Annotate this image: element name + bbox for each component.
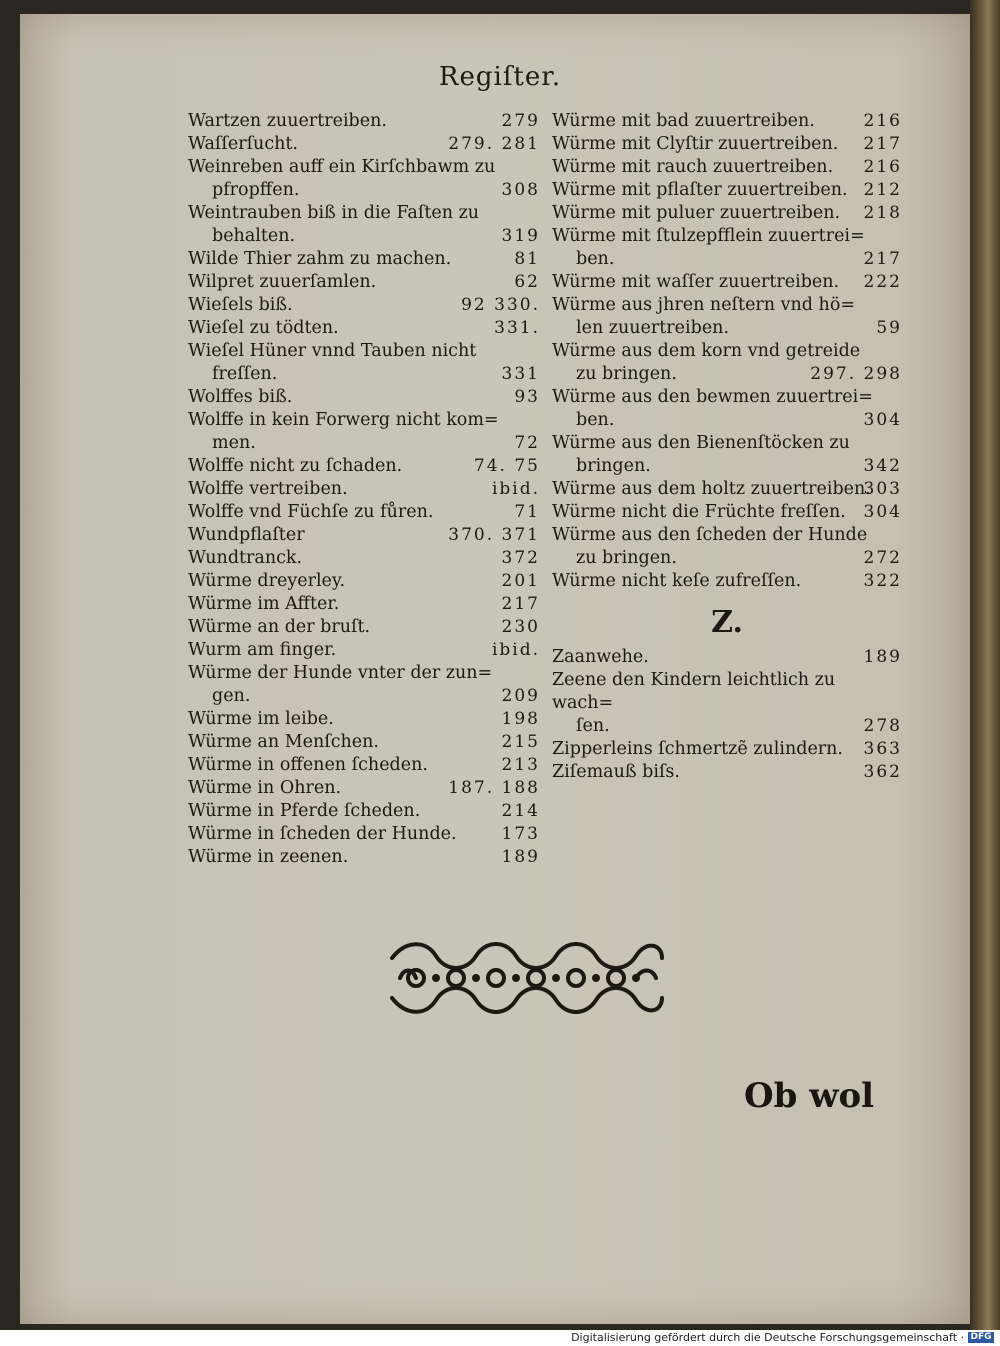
index-entry — [188, 800, 540, 823]
entry-continuation: behalten. — [212, 226, 296, 246]
entry-heading: Wundtranck. — [188, 548, 303, 568]
entry-heading: Würme mit puluer zuuertreiben. — [552, 203, 841, 223]
entry-text — [552, 202, 902, 225]
entry-heading: Zeene den Kindern leichtlich zu wach= — [552, 670, 836, 713]
entry-page-number: 331 — [501, 364, 540, 384]
index-entry — [552, 271, 902, 294]
entry-page-number: 72 — [514, 433, 540, 453]
index-entry — [552, 386, 902, 432]
index-entry — [188, 846, 540, 869]
entry-page-number: 71 — [514, 502, 540, 522]
entry-continuation: ben. — [576, 410, 615, 430]
index-entry — [552, 478, 902, 501]
entry-text — [188, 156, 540, 202]
w-entries-continued — [552, 110, 902, 593]
z-entries — [552, 646, 902, 784]
entry-text — [188, 386, 540, 409]
entry-text — [188, 570, 540, 593]
entry-continuation: ben. — [576, 249, 615, 269]
entry-heading: Würme der Hunde vnter der zun= — [188, 663, 493, 683]
index-entry — [552, 524, 902, 570]
entry-heading: Wolffe in kein Forwerg nicht kom= — [188, 410, 499, 430]
section-letter-z: Z. — [711, 605, 743, 640]
catchword: Ob wol — [744, 1076, 875, 1116]
index-entry — [188, 570, 540, 593]
entry-text — [552, 761, 902, 784]
entry-continuation: len zuuertreiben. — [576, 318, 730, 338]
index-entry — [188, 616, 540, 639]
entry-text — [188, 340, 540, 386]
entry-page-number: 230 — [501, 617, 540, 637]
entry-text — [188, 547, 540, 570]
index-entry — [188, 156, 540, 202]
entry-page-number: 62 — [514, 272, 540, 292]
entry-text — [188, 202, 540, 248]
entry-text — [188, 248, 540, 271]
entry-heading: Würme mit rauch zuuertreiben. — [552, 157, 834, 177]
entry-page-number: ibid. — [491, 479, 540, 499]
index-entry — [188, 662, 540, 708]
index-entry — [552, 294, 902, 340]
entry-heading: Würme aus jhren neſtern vnd hö= — [552, 295, 856, 315]
index-entry — [188, 202, 540, 248]
entry-text — [552, 156, 902, 179]
entry-text — [552, 478, 902, 501]
running-title: Regiſter. — [438, 62, 562, 92]
index-entry — [188, 501, 540, 524]
entry-text — [552, 294, 902, 340]
entry-text — [188, 639, 540, 662]
entry-page-number: 187. 188 — [448, 778, 540, 798]
entry-page-number: 297. 298 — [810, 364, 902, 384]
entry-continuation: gen. — [212, 686, 251, 706]
entry-page-number: 173 — [501, 824, 540, 844]
entry-continuation: zu bringen. — [576, 364, 677, 384]
entry-page-number: 372 — [501, 548, 540, 568]
entry-heading: Würme an Menſchen. — [188, 732, 379, 752]
entry-heading: Wieſel zu tödten. — [188, 318, 339, 338]
entry-text — [552, 669, 902, 738]
entry-text — [188, 478, 540, 501]
entry-continuation: men. — [212, 433, 256, 453]
entry-heading: Wartzen zuuertreiben. — [188, 111, 387, 131]
entry-text — [188, 662, 540, 708]
entry-text — [552, 110, 902, 133]
index-entry — [188, 340, 540, 386]
index-entry — [188, 386, 540, 409]
entry-heading: Wolffe nicht zu ſchaden. — [188, 456, 403, 476]
entry-heading: Zaanwehe. — [552, 647, 649, 667]
entry-text — [552, 179, 902, 202]
entry-heading: Würme an der bruſt. — [188, 617, 371, 637]
entry-page-number: 279. 281 — [448, 134, 540, 154]
dfg-logo: DFG — [968, 1332, 994, 1343]
entry-heading: Wolffe vnd Füchſe zu fůren. — [188, 502, 434, 522]
entry-page-number: 331. — [494, 318, 540, 338]
entry-text — [552, 738, 902, 761]
index-entry — [188, 639, 540, 662]
entry-heading: Würme aus den Bienenſtöcken zu — [552, 433, 850, 453]
index-entry — [188, 294, 540, 317]
entry-heading: Zipperleins ſchmertzẽ zulindern. — [552, 739, 843, 759]
entry-page-number: 308 — [501, 180, 540, 200]
entry-page-number: 278 — [863, 716, 902, 736]
entry-page-number: 201 — [501, 571, 540, 591]
entry-continuation: zu bringen. — [576, 548, 677, 568]
index-entry — [552, 738, 902, 761]
entry-text — [188, 110, 540, 133]
entry-text — [188, 616, 540, 639]
entry-heading: Würme in offenen ſcheden. — [188, 755, 428, 775]
entry-page-number: 304 — [863, 410, 902, 430]
index-entry — [188, 455, 540, 478]
index-column-left — [188, 110, 540, 869]
entry-heading: Würme nicht keſe zufreſſen. — [552, 571, 802, 591]
entry-heading: Wundpflaſter — [188, 525, 305, 545]
entry-text — [188, 846, 540, 869]
entry-page-number: 216 — [863, 111, 902, 131]
entry-heading: Würme nicht die Früchte freſſen. — [552, 502, 846, 522]
entry-continuation: freſſen. — [212, 364, 278, 384]
entry-heading: Würme mit waſſer zuuertreiben. — [552, 272, 840, 292]
index-entry — [552, 156, 902, 179]
index-entry — [552, 761, 902, 784]
index-entry — [552, 202, 902, 225]
entry-text — [188, 823, 540, 846]
entry-page-number: 218 — [863, 203, 902, 223]
index-entry — [188, 708, 540, 731]
book-edge — [970, 0, 1000, 1330]
entry-text — [552, 225, 902, 271]
entry-heading: Würme in zeenen. — [188, 847, 349, 867]
footer-bar — [0, 1330, 1000, 1346]
entry-heading: Wieſels biß. — [188, 295, 293, 315]
entry-heading: Würme dreyerley. — [188, 571, 346, 591]
index-entry — [552, 669, 902, 738]
entry-text — [188, 708, 540, 731]
entry-heading: Würme aus den ſcheden der Hunde — [552, 525, 868, 545]
decorative-ornament — [386, 938, 668, 1020]
index-entry — [552, 179, 902, 202]
index-entry — [552, 225, 902, 271]
index-entry — [188, 409, 540, 455]
entry-page-number: 304 — [863, 502, 902, 522]
entry-page-number: ibid. — [491, 640, 540, 660]
index-entry — [188, 777, 540, 800]
index-entry — [188, 110, 540, 133]
entry-heading: Wieſel Hüner vnnd Tauben nicht — [188, 341, 477, 361]
entry-page-number: 216 — [863, 157, 902, 177]
entry-heading: Würme im Affter. — [188, 594, 340, 614]
entry-text — [188, 800, 540, 823]
entry-page-number: 59 — [876, 318, 902, 338]
entry-text — [188, 501, 540, 524]
entry-page-number: 215 — [501, 732, 540, 752]
index-entry — [188, 248, 540, 271]
index-entry — [188, 754, 540, 777]
entry-heading: Würme mit ſtulzepfflein zuuertrei= — [552, 226, 865, 246]
entry-page-number: 217 — [501, 594, 540, 614]
index-entry — [552, 340, 902, 386]
entry-heading: Würme aus dem korn vnd getreide — [552, 341, 861, 361]
entry-text — [552, 646, 902, 669]
entry-page-number: 214 — [501, 801, 540, 821]
entry-text — [552, 133, 902, 156]
entry-heading: Weinreben auff ein Kirſchbawm zu — [188, 157, 496, 177]
entry-heading: Ziſemauß biſs. — [552, 762, 680, 782]
entry-heading: Wurm am finger. — [188, 640, 337, 660]
entry-text — [188, 731, 540, 754]
index-entry — [552, 501, 902, 524]
entry-page-number: 279 — [501, 111, 540, 131]
entry-text — [552, 501, 902, 524]
entry-heading: Würme mit Clyſtir zuuertreiben. — [552, 134, 839, 154]
entry-page-number: 74. 75 — [473, 456, 540, 476]
entry-page-number: 93 — [514, 387, 540, 407]
entry-text — [552, 386, 902, 432]
entry-page-number: 92 330. — [461, 295, 540, 315]
entry-text — [188, 271, 540, 294]
entry-text — [188, 593, 540, 616]
entry-heading: Weintrauben biß in die Faſten zu — [188, 203, 480, 223]
index-entry — [188, 547, 540, 570]
entry-page-number: 272 — [863, 548, 902, 568]
entry-text — [552, 271, 902, 294]
index-entry — [188, 133, 540, 156]
index-entry — [552, 133, 902, 156]
entry-page-number: 217 — [863, 249, 902, 269]
entry-page-number: 322 — [863, 571, 902, 591]
entry-page-number: 198 — [501, 709, 540, 729]
entry-page-number: 303 — [863, 479, 902, 499]
index-entry — [188, 317, 540, 340]
index-entry — [188, 823, 540, 846]
entry-page-number: 217 — [863, 134, 902, 154]
entry-heading: Waſſerſucht. — [188, 134, 298, 154]
entry-heading: Würme aus den bewmen zuuertrei= — [552, 387, 873, 407]
index-column-right — [552, 110, 902, 784]
entry-text — [552, 570, 902, 593]
index-entry — [552, 646, 902, 669]
index-entry — [188, 478, 540, 501]
entry-heading: Würme im leibe. — [188, 709, 334, 729]
entry-page-number: 212 — [863, 180, 902, 200]
entry-page-number: 363 — [863, 739, 902, 759]
entry-heading: Würme aus dem holtz zuuertreiben. — [552, 479, 871, 499]
entry-page-number: 222 — [863, 272, 902, 292]
entry-page-number: 319 — [501, 226, 540, 246]
entry-heading: Würme mit bad zuuertreiben. — [552, 111, 815, 131]
entry-heading: Würme in ſcheden der Hunde. — [188, 824, 457, 844]
entry-text — [188, 754, 540, 777]
index-entry — [552, 570, 902, 593]
entry-text — [188, 409, 540, 455]
entry-heading: Wolffes biß. — [188, 387, 293, 407]
entry-heading: Würme in Ohren. — [188, 778, 342, 798]
footer-credit: Digitalisierung gefördert durch die Deutsche Forschungsgemeinschaft · — [571, 1331, 964, 1344]
entry-text — [188, 317, 540, 340]
index-entry — [188, 593, 540, 616]
entry-page-number: 342 — [863, 456, 902, 476]
entry-page-number: 213 — [501, 755, 540, 775]
entry-page-number: 189 — [863, 647, 902, 667]
entry-heading: Würme mit pflaſter zuuertreiben. — [552, 180, 848, 200]
entry-page-number: 189 — [501, 847, 540, 867]
index-entry — [188, 731, 540, 754]
index-entry — [188, 271, 540, 294]
entry-page-number: 362 — [863, 762, 902, 782]
entry-heading: Wilde Thier zahm zu machen. — [188, 249, 452, 269]
entry-heading: Wolffe vertreiben. — [188, 479, 348, 499]
entry-continuation: ſen. — [576, 716, 610, 736]
entry-heading: Wilpret zuuerſamlen. — [188, 272, 377, 292]
entry-continuation: pfropffen. — [212, 180, 300, 200]
index-entry — [188, 524, 540, 547]
index-entry — [552, 432, 902, 478]
index-entry — [552, 110, 902, 133]
entry-heading: Würme in Pferde ſcheden. — [188, 801, 421, 821]
entry-page-number: 209 — [501, 686, 540, 706]
entry-page-number: 370. 371 — [448, 525, 540, 545]
entry-continuation: bringen. — [576, 456, 651, 476]
entry-page-number: 81 — [514, 249, 540, 269]
entry-text — [552, 524, 902, 570]
entry-text — [552, 432, 902, 478]
